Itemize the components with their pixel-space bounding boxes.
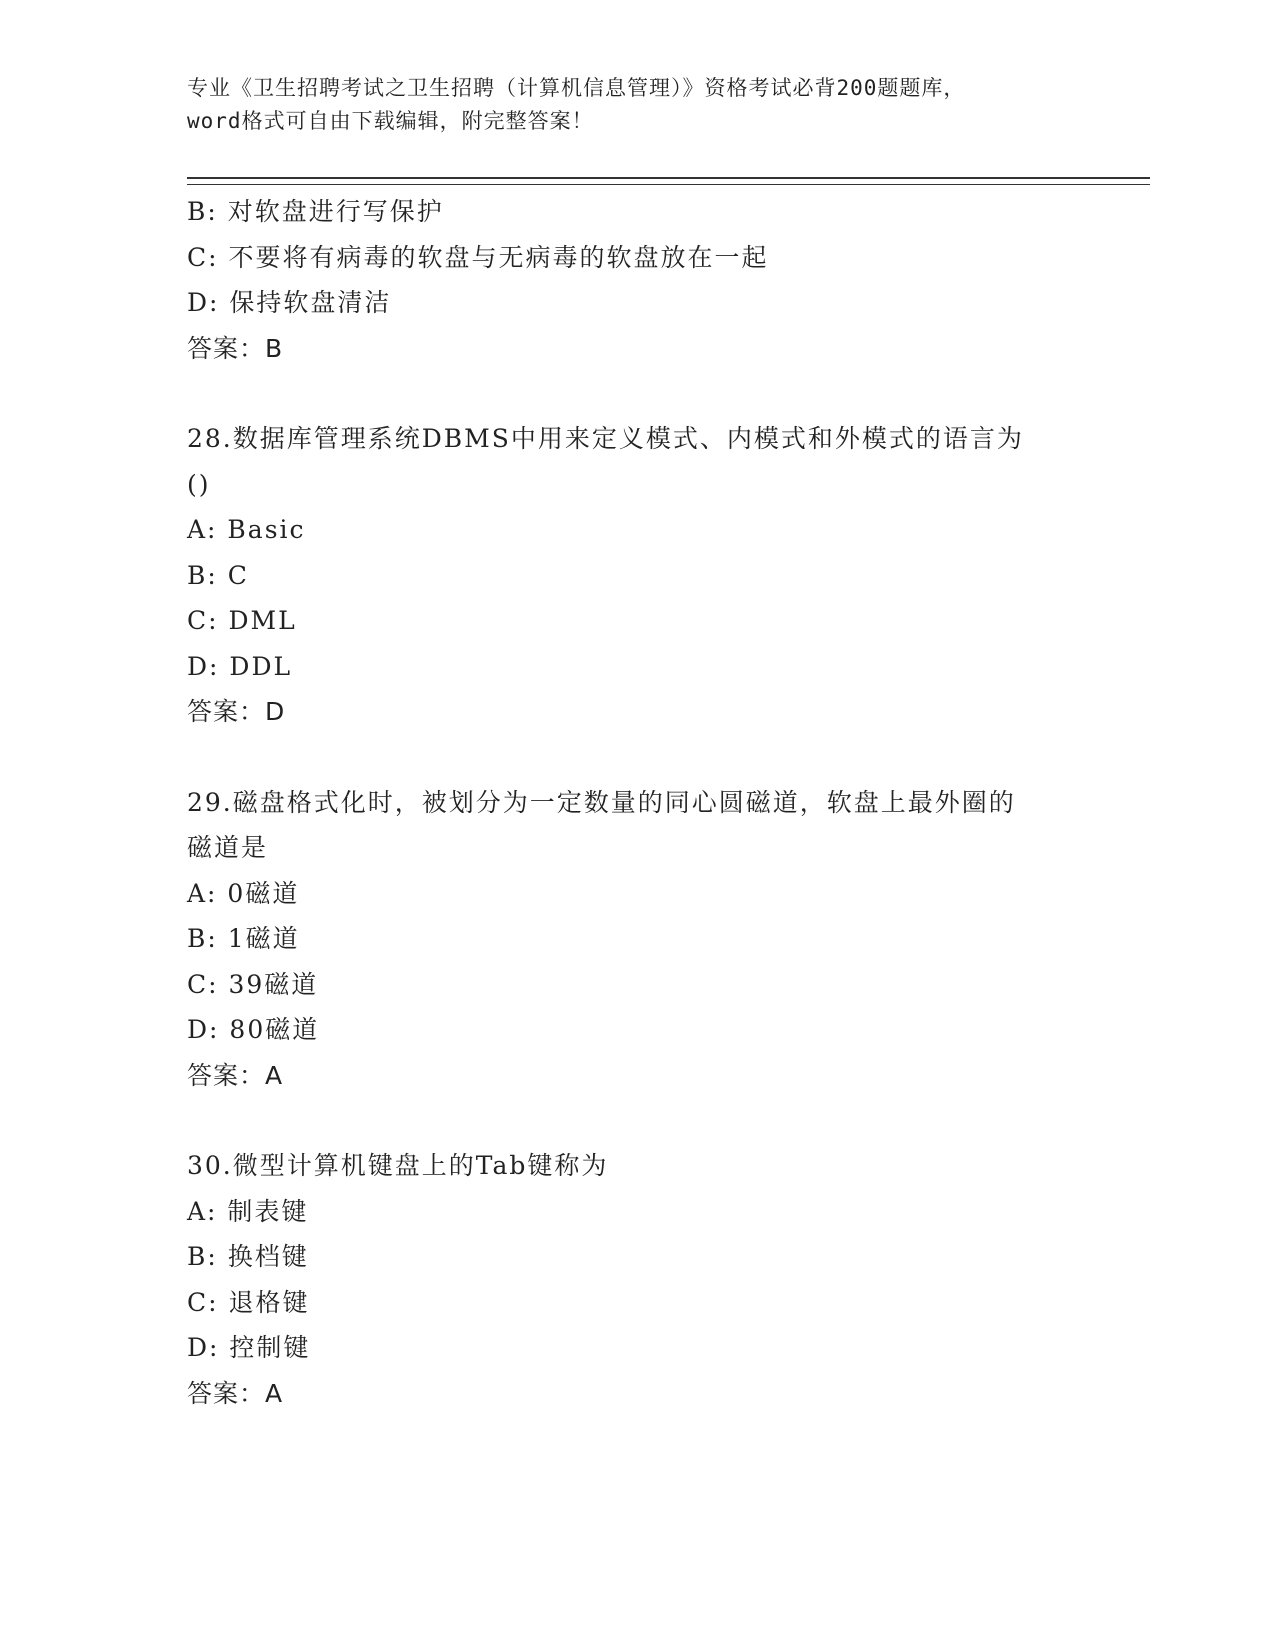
option-d: D: DDL: [187, 651, 293, 681]
question-stem: 28.数据库管理系统DBMS中用来定义模式、内模式和外模式的语言为: [187, 424, 1024, 453]
option-a: A: 0磁道: [187, 878, 300, 908]
question-stem: 29.磁盘格式化时，被划分为一定数量的同心圆磁道，软盘上最外圈的: [187, 787, 1016, 817]
option-c: C: 不要将有病毒的软盘与无病毒的软盘放在一起: [187, 242, 769, 272]
header-line-2: word格式可自由下载编辑，附完整答案！: [187, 109, 594, 133]
header-line-1: 专业《卫生招聘考试之卫生招聘（计算机信息管理）》资格考试必背200题题库，: [187, 76, 966, 100]
option-b: B: 1磁道: [187, 924, 300, 953]
header-divider: [187, 177, 1150, 185]
question-30: [187, 1143, 1137, 1416]
answer-label: 答案：A: [187, 1060, 284, 1090]
option-a: A: Basic: [187, 515, 306, 544]
answer-label: 答案：A: [187, 1378, 284, 1408]
answer-label: 答案：B: [187, 333, 284, 363]
document-header: [187, 72, 1087, 138]
answer-label: 答案：D: [187, 697, 286, 726]
question-27-tail: [187, 189, 1137, 371]
question-28: [187, 416, 1137, 735]
option-d: D: 保持软盘清洁: [187, 288, 392, 317]
question-content: [187, 189, 1137, 1416]
option-c: C: 39磁道: [187, 969, 319, 999]
option-a: A: 制表键: [187, 1196, 309, 1226]
question-29: [187, 780, 1137, 1099]
option-b: B: 对软盘进行写保护: [187, 197, 444, 226]
question-stem: 30.微型计算机键盘上的Tab键称为: [187, 1151, 609, 1180]
question-stem-continued: (): [187, 469, 211, 499]
option-c: C: 退格键: [187, 1287, 310, 1317]
option-c: C: DML: [187, 606, 297, 635]
question-stem-continued: 磁道是: [187, 833, 269, 862]
option-d: D: 80磁道: [187, 1015, 320, 1044]
option-b: B: 换档键: [187, 1242, 309, 1271]
option-b: B: C: [187, 560, 249, 590]
option-d: D: 控制键: [187, 1333, 311, 1362]
